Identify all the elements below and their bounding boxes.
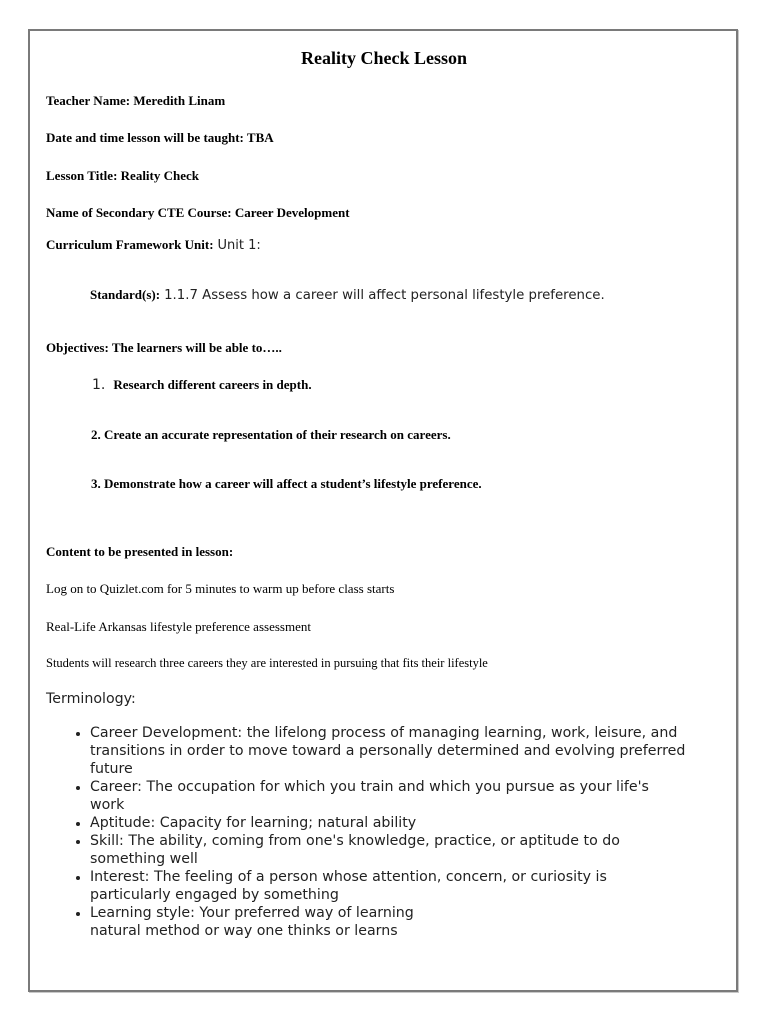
curriculum-value: Unit 1: — [217, 238, 261, 253]
content-line: Log on to Quizlet.com for 5 minutes to warm up before class starts — [46, 581, 395, 596]
course-value: Career Development — [234, 205, 350, 220]
objective-item — [92, 376, 312, 394]
content-line: Real-Life Arkansas lifestyle preference assessment — [46, 619, 311, 634]
content-heading: Content to be presented in lesson: — [46, 544, 234, 559]
course-label: Name of Secondary CTE Course: — [46, 205, 232, 220]
objective-text: Create an accurate representation of their research on careers. — [104, 427, 451, 442]
list-item: • Learning style: Your preferred way of learning natural method or way one thinks or learns — [90, 904, 768, 940]
objective-item — [91, 476, 482, 492]
document-title: Reality Check Lesson — [301, 48, 467, 68]
list-item: • Skill: The ability, coming from one's knowledge, practice, or aptitude to do something well — [90, 832, 768, 868]
lesson-title-value: Reality Check — [120, 168, 200, 183]
objective-number: 3. — [91, 476, 101, 491]
list-item: • Career: The occupation for which you train and which you pursue as your life's work — [90, 778, 768, 814]
objective-text: Demonstrate how a career will affect a student’s lifestyle preference. — [104, 476, 482, 491]
list-item: • Aptitude: Capacity for learning; natural ability — [90, 814, 768, 832]
date-value: TBA — [246, 130, 274, 145]
standards-value: 1.1.7 Assess how a career will affect personal lifestyle preference. — [164, 288, 605, 303]
curriculum-label: Curriculum Framework Unit: — [46, 237, 214, 252]
objective-number: 2. — [91, 427, 101, 442]
objectives-heading: Objectives: The learners will be able to….. — [46, 340, 282, 355]
teacher-name-value: Meredith Linam — [133, 93, 226, 108]
list-item: • Career Development: the lifelong process of managing learning, work, leisure, and transitions in order to move toward a personally determined and evolving preferred future — [90, 724, 768, 778]
standards-line — [90, 286, 605, 304]
terminology-list — [48, 724, 768, 940]
date-line — [46, 130, 274, 146]
curriculum-line — [46, 236, 261, 254]
objective-number: 1. — [92, 377, 106, 393]
standards-label: Standard(s): — [90, 287, 161, 302]
lesson-title-label: Lesson Title: — [46, 168, 118, 183]
objective-text: Research different careers in depth. — [113, 377, 312, 392]
terminology-heading: Terminology: — [46, 691, 136, 707]
objective-item — [91, 427, 451, 443]
teacher-name-line — [46, 93, 225, 109]
teacher-name-label: Teacher Name: — [46, 93, 131, 108]
course-line — [46, 205, 350, 221]
list-item: • Interest: The feeling of a person whose attention, concern, or curiosity is particularly engaged by something — [90, 868, 768, 904]
date-label: Date and time lesson will be taught: — [46, 130, 244, 145]
content-line: Students will research three careers they are interested in pursuing that fits their lifestyle — [46, 656, 488, 670]
lesson-title-line — [46, 168, 199, 184]
